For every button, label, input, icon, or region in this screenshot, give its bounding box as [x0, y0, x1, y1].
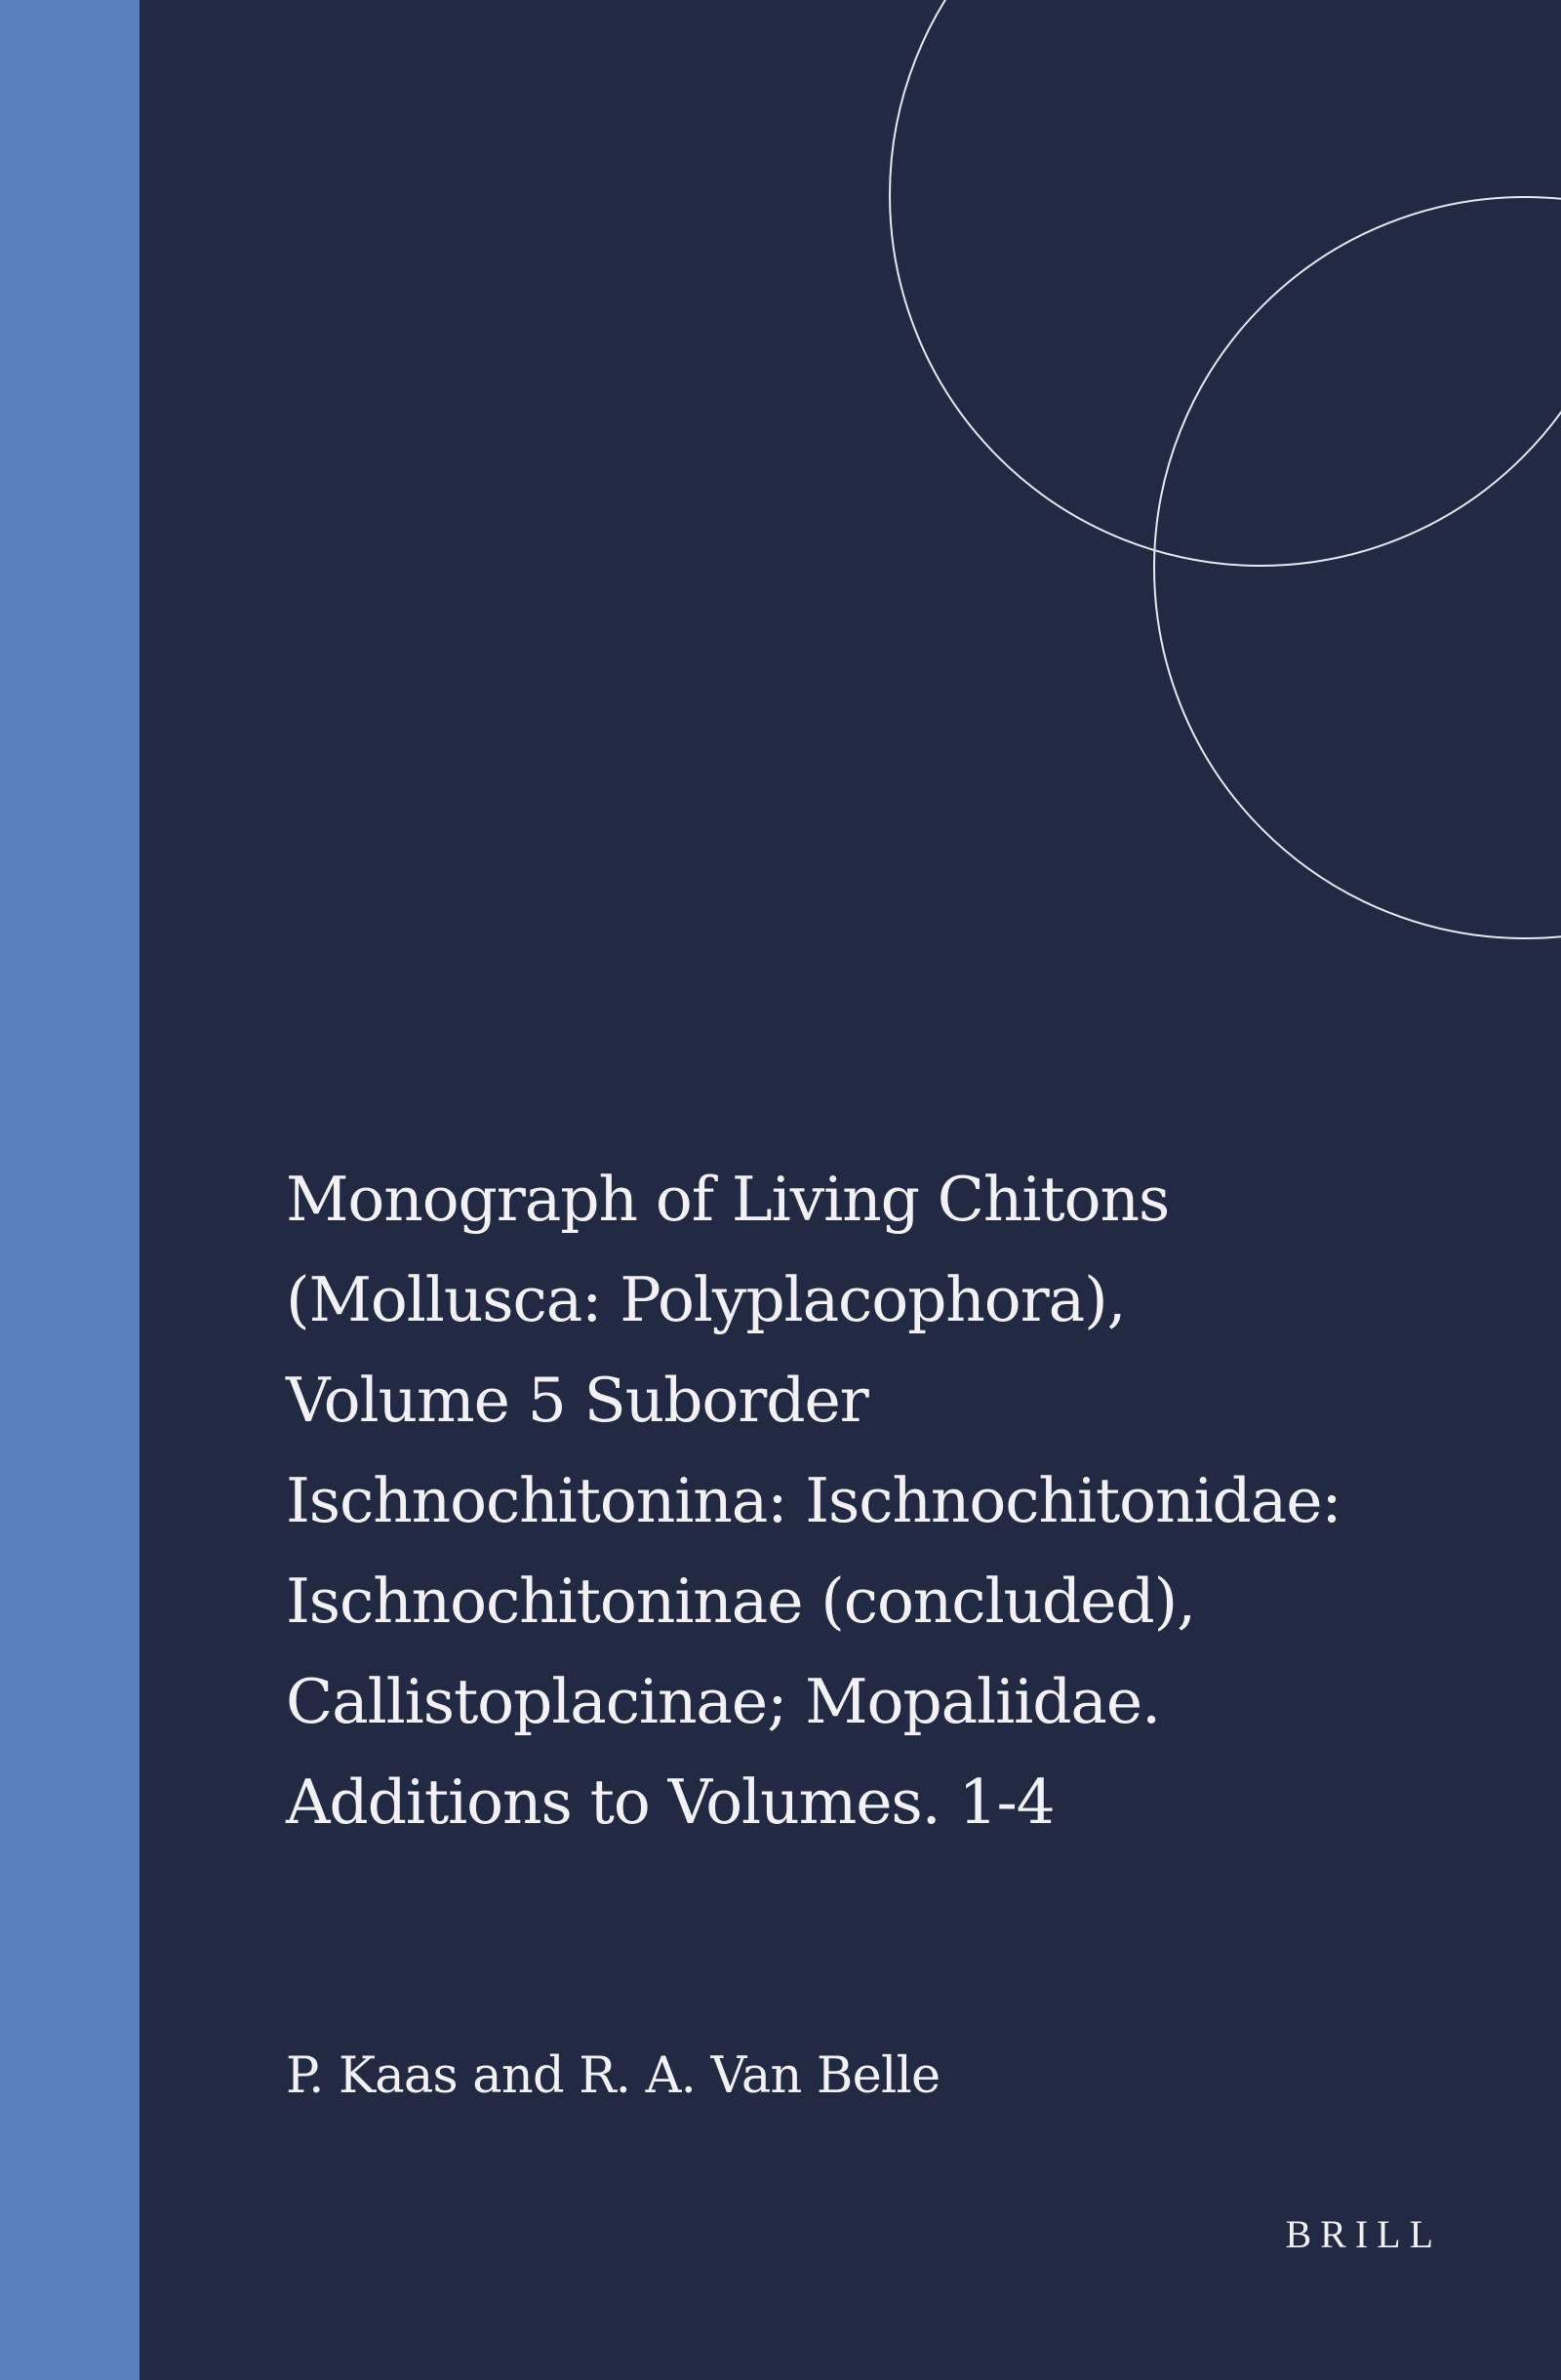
title-line-4: Ischnochitonina: Ischnochitonidae:: [286, 1465, 1341, 1536]
title-line-3: Volume 5 Suborder: [286, 1365, 868, 1436]
publisher-logo-text: BRILL: [1285, 2212, 1442, 2256]
title-line-7: Additions to Volumes. 1-4: [286, 1766, 1055, 1838]
title-line-6: Callistoplacinae; Mopaliidae.: [286, 1666, 1160, 1737]
title-line-1: Monograph of Living Chitons: [286, 1164, 1170, 1235]
upper-ring-icon: [890, 0, 1561, 566]
title-line-2: (Mollusca: Polyplacophora),: [286, 1264, 1126, 1335]
lower-ring-icon: [1154, 197, 1561, 938]
book-authors: P. Kaas and R. A. Van Belle: [286, 2047, 941, 2105]
title-line-5: Ischnochitoninae (concluded),: [286, 1566, 1196, 1637]
book-title: [286, 1149, 1505, 1852]
